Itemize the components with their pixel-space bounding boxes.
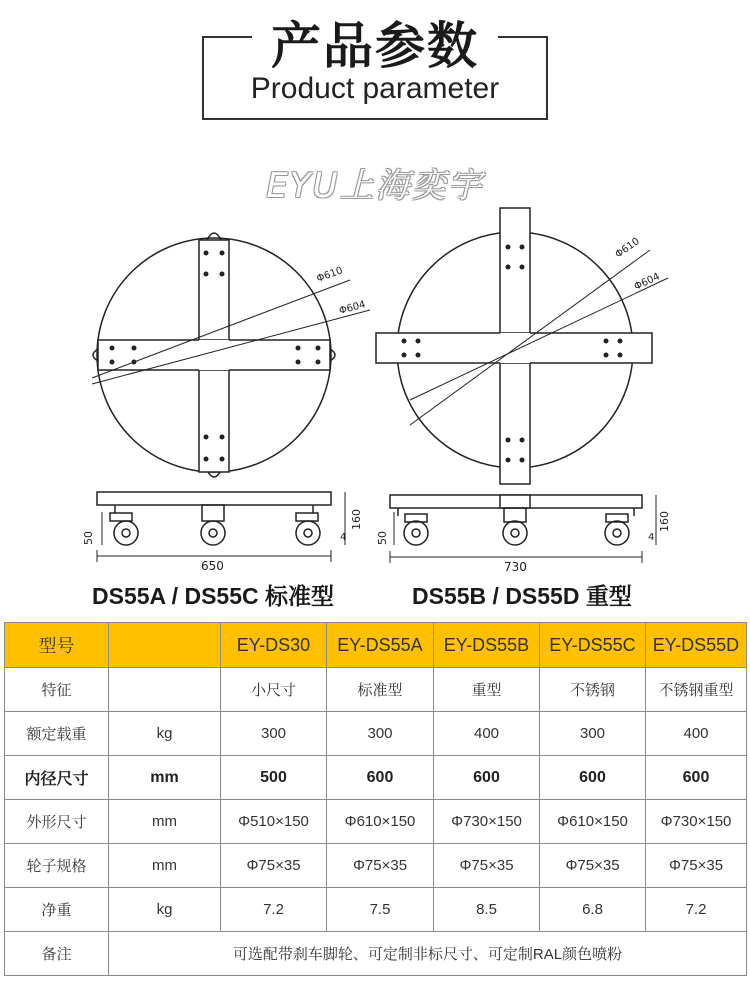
table-cell: 不锈钢 xyxy=(540,668,646,712)
right-height-label: 160 xyxy=(658,511,671,532)
table-cell: 600 xyxy=(540,756,646,800)
right-wheel-height-label: 50 xyxy=(376,531,389,545)
table-cell: 不锈钢重型 xyxy=(646,668,747,712)
table-cell: 600 xyxy=(327,756,434,800)
brand-watermark: EYU上海奕宇 xyxy=(266,166,484,206)
table-cell: 600 xyxy=(434,756,540,800)
right-width-label: 730 xyxy=(504,560,527,574)
table-cell: Φ610×150 xyxy=(327,800,434,844)
table-cell: 300 xyxy=(221,712,327,756)
table-cell: 小尺寸 xyxy=(221,668,327,712)
left-width-label: 650 xyxy=(201,559,224,573)
row-label: 内径尺寸 xyxy=(5,756,109,800)
table-row xyxy=(5,844,747,888)
right-thickness-label: 4 xyxy=(648,532,655,543)
table-row xyxy=(5,668,747,712)
table-cell: Φ75×35 xyxy=(327,844,434,888)
right-dim-outer: Φ610 xyxy=(613,235,642,261)
header-cell: EY-DS55C xyxy=(540,623,646,668)
row-unit: kg xyxy=(109,888,221,932)
table-cell: Φ510×150 xyxy=(221,800,327,844)
table-cell: 7.2 xyxy=(221,888,327,932)
row-label: 额定载重 xyxy=(5,712,109,756)
table-cell: 400 xyxy=(434,712,540,756)
table-cell: Φ75×35 xyxy=(221,844,327,888)
right-dim-inner: Φ604 xyxy=(632,271,662,293)
spec-table xyxy=(4,622,747,976)
table-cell: 8.5 xyxy=(434,888,540,932)
table-remark-row xyxy=(5,932,747,976)
header-cell: EY-DS55B xyxy=(434,623,540,668)
remark-label: 备注 xyxy=(5,932,109,976)
table-cell: Φ730×150 xyxy=(434,800,540,844)
table-row xyxy=(5,888,747,932)
left-dim-inner: Φ604 xyxy=(337,299,367,317)
row-unit: mm xyxy=(109,844,221,888)
table-cell: 300 xyxy=(540,712,646,756)
header-cell: EY-DS55A xyxy=(327,623,434,668)
table-row xyxy=(5,756,747,800)
row-unit xyxy=(109,668,221,712)
table-cell: Φ730×150 xyxy=(646,800,747,844)
table-cell: 标准型 xyxy=(327,668,434,712)
row-unit: mm xyxy=(109,800,221,844)
table-cell: Φ75×35 xyxy=(434,844,540,888)
remark-text: 可选配带刹车脚轮、可定制非标尺寸、可定制RAL颜色喷粉 xyxy=(109,932,747,976)
row-label: 净重 xyxy=(5,888,109,932)
left-thickness-label: 4 xyxy=(340,532,347,543)
table-cell: 500 xyxy=(221,756,327,800)
left-side-view xyxy=(97,492,345,562)
table-cell: 600 xyxy=(646,756,747,800)
row-unit: kg xyxy=(109,712,221,756)
table-cell: 6.8 xyxy=(540,888,646,932)
caption-heavy: DS55B / DS55D 重型 xyxy=(412,583,632,609)
header-cell: 型号 xyxy=(5,623,109,668)
table-cell: Φ610×150 xyxy=(540,800,646,844)
left-dim-outer: Φ610 xyxy=(315,265,345,285)
table-cell: Φ75×35 xyxy=(646,844,747,888)
table-cell: 7.2 xyxy=(646,888,747,932)
table-row xyxy=(5,712,747,756)
table-cell: 7.5 xyxy=(327,888,434,932)
caption-standard: DS55A / DS55C 标准型 xyxy=(92,583,334,609)
header-cell: EY-DS55D xyxy=(646,623,747,668)
table-cell: 400 xyxy=(646,712,747,756)
table-cell: 重型 xyxy=(434,668,540,712)
page-title-en: Product parameter xyxy=(250,72,500,105)
page-title-cn: 产品参数 xyxy=(271,17,479,75)
header-cell xyxy=(109,623,221,668)
left-height-label: 160 xyxy=(350,509,363,530)
table-cell: 300 xyxy=(327,712,434,756)
table-cell: Φ75×35 xyxy=(540,844,646,888)
left-wheel-height-label: 50 xyxy=(82,531,95,545)
right-side-view xyxy=(390,495,656,563)
table-header-row xyxy=(5,623,747,668)
row-label: 外形尺寸 xyxy=(5,800,109,844)
row-unit: mm xyxy=(109,756,221,800)
row-label: 轮子规格 xyxy=(5,844,109,888)
table-row xyxy=(5,800,747,844)
header-cell: EY-DS30 xyxy=(221,623,327,668)
row-label: 特征 xyxy=(5,668,109,712)
